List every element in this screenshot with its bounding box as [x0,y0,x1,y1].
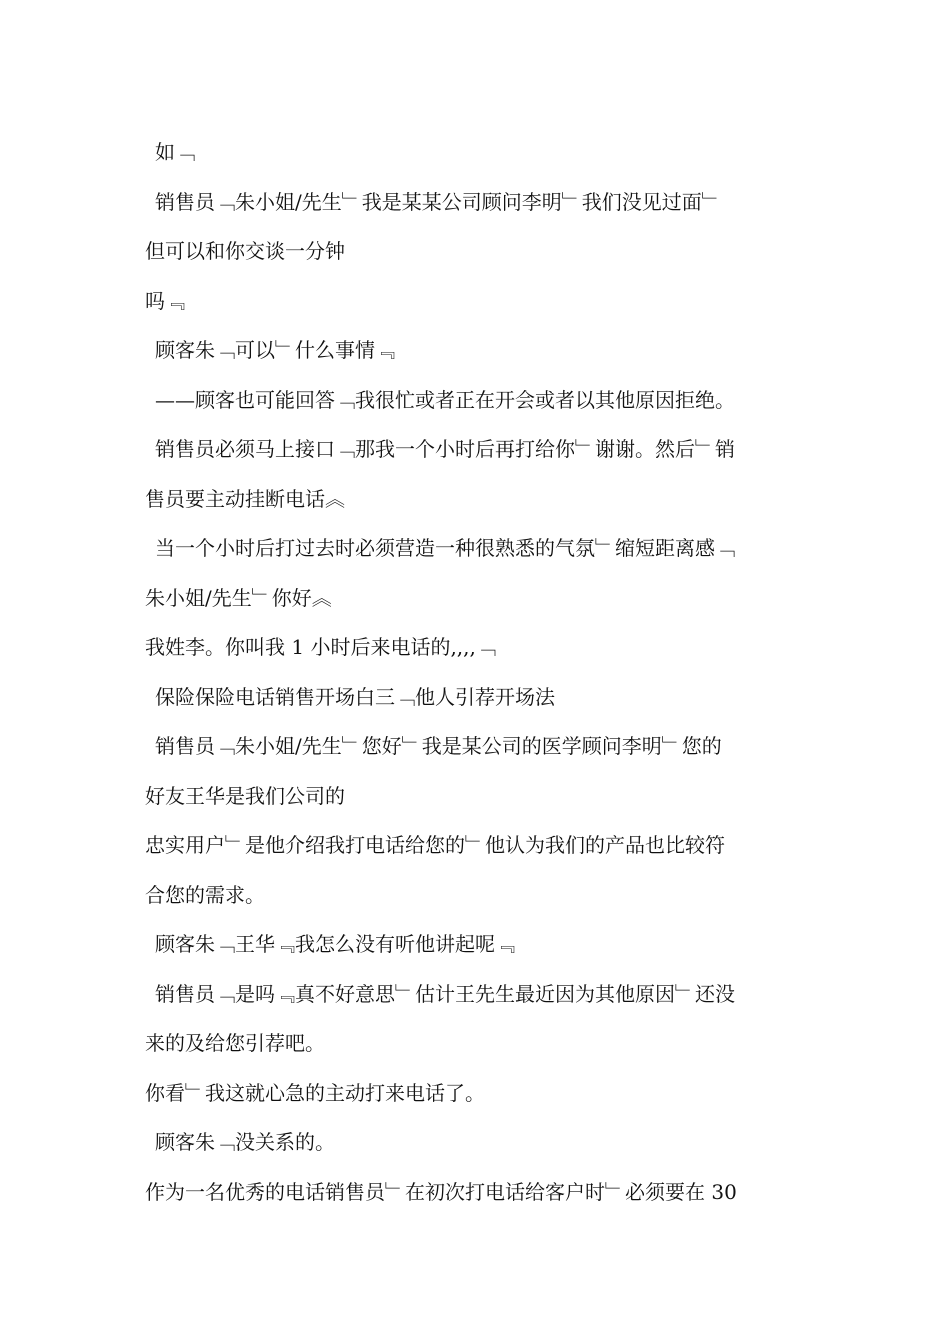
document-body [145,128,810,1217]
text-line: 顾客朱﹁王华﹃我怎么没有听他讲起呢﹃ [155,932,515,956]
text-line: 合您的需求。 [145,882,265,907]
text-line: 顾客朱﹁可以﹂什么事情﹃ [155,338,395,362]
text-line: 你看﹂我这就心急的主动打来电话了。 [145,1080,485,1105]
text-line: 朱小姐/先生﹂你好︽ [145,585,332,610]
text-line: 当一个小时后打过去时必须营造一种很熟悉的气氛﹂缩短距离感﹁ [155,536,735,560]
text-line: ——顾客也可能回答﹁我很忙或者正在开会或者以其他原因拒绝。 [155,387,735,412]
text-line: 作为一名优秀的电话销售员﹂在初次打电话给客户时﹂必须要在 30 [145,1179,737,1204]
text-line: 忠实用户﹂是他介绍我打电话给您的﹂他认为我们的产品也比较符 [145,833,725,857]
text-line: 来的及给您引荐吧。 [145,1031,325,1055]
text-line: 如﹁ [155,140,195,164]
text-line: 售员要主动挂断电话︽ [145,486,345,511]
text-line: 我姓李。你叫我 1 小时后来电话的,,,,﹁ [145,635,496,659]
text-line: 销售员﹁朱小姐/先生﹂您好﹂我是某公司的医学顾问李明﹂您的 [155,734,722,758]
text-line: 保险保险电话销售开场白三﹁他人引荐开场法 [155,684,555,709]
text-line: 顾客朱﹁没关系的。 [155,1130,335,1154]
text-line: 销售员﹁是吗﹃真不好意思﹂估计王先生最近因为其他原因﹂还没 [155,981,735,1006]
text-line: 好友王华是我们公司的 [145,783,345,808]
text-line: 吗﹃ [145,288,185,313]
text-line: 销售员﹁朱小姐/先生﹂我是某某公司顾问李明﹂我们没见过面﹂ [155,189,722,214]
text-line: 销售员必须马上接口﹁那我一个小时后再打给你﹂谢谢。然后﹂销 [155,437,735,461]
text-line: 但可以和你交谈一分钟 [145,239,345,263]
